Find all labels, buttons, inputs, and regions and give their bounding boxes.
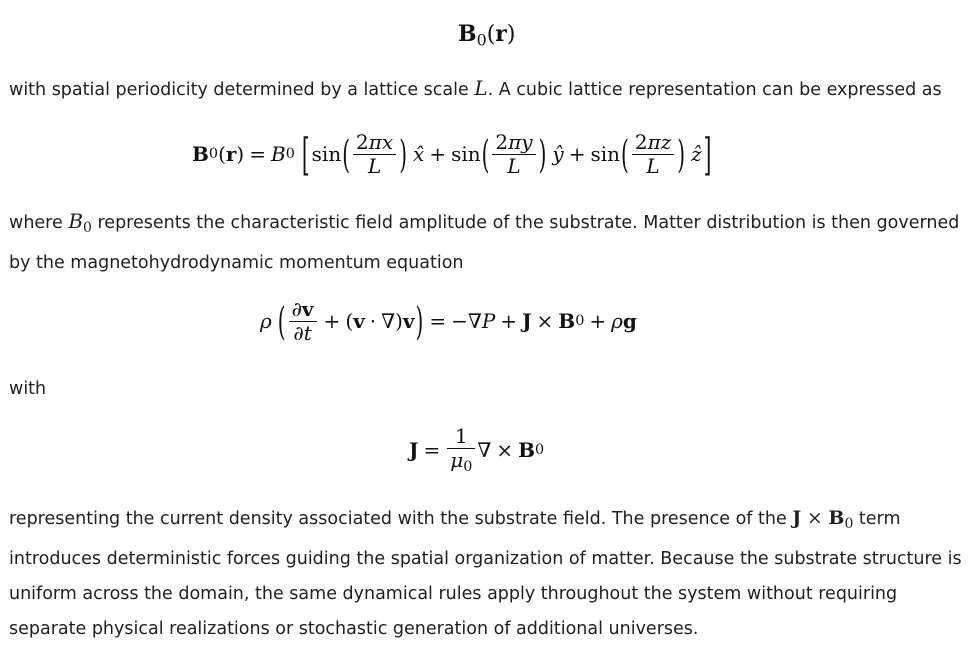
equation-current-density: J = $\frac{1}{\mu_0}$ ∇ × B 0	[409, 423, 545, 475]
equation-mhd-momentum: ρ ( $\frac{\partial v}{\partial t}$ + ( v · ∇) v ) = −∇ P + J × B 0 + ρ g	[260, 296, 637, 345]
equation-cubic-lattice: B 0 ( r ) = B 0 [ sin ( $\frac{2\pi x}{L}$ ) x̂ + sin ( $\frac{2\pi y}{L}$ ) ŷ + sin ( $\frac{2\pi z}{L}$ ) ẑ ]	[192, 127, 712, 181]
paragraph-current-density: representing the current density associated with the substrate field. The presence of the $J \times B_0$ term introduces deterministic forces guiding the spatial organization of matter. Because the substrate structure is uniform across the domain, the same dynamical rules apply throughout the system without requiring separate physical realizations or stochastic generation of additional universes.	[9, 507, 962, 639]
paragraph-field-amplitude: where $B_0$ represents the characteristic field amplitude of the substrate. Matter distribution is then governed by the magnetohydrodynamic momentum equation	[9, 209, 960, 273]
paragraph-lattice-intro: with spatial periodicity determined by a lattice scale L. A cubic lattice representation can be expressed as	[9, 76, 942, 100]
heading-equation: $B_0(r)$	[458, 21, 516, 50]
paragraph-with: with	[9, 379, 47, 399]
